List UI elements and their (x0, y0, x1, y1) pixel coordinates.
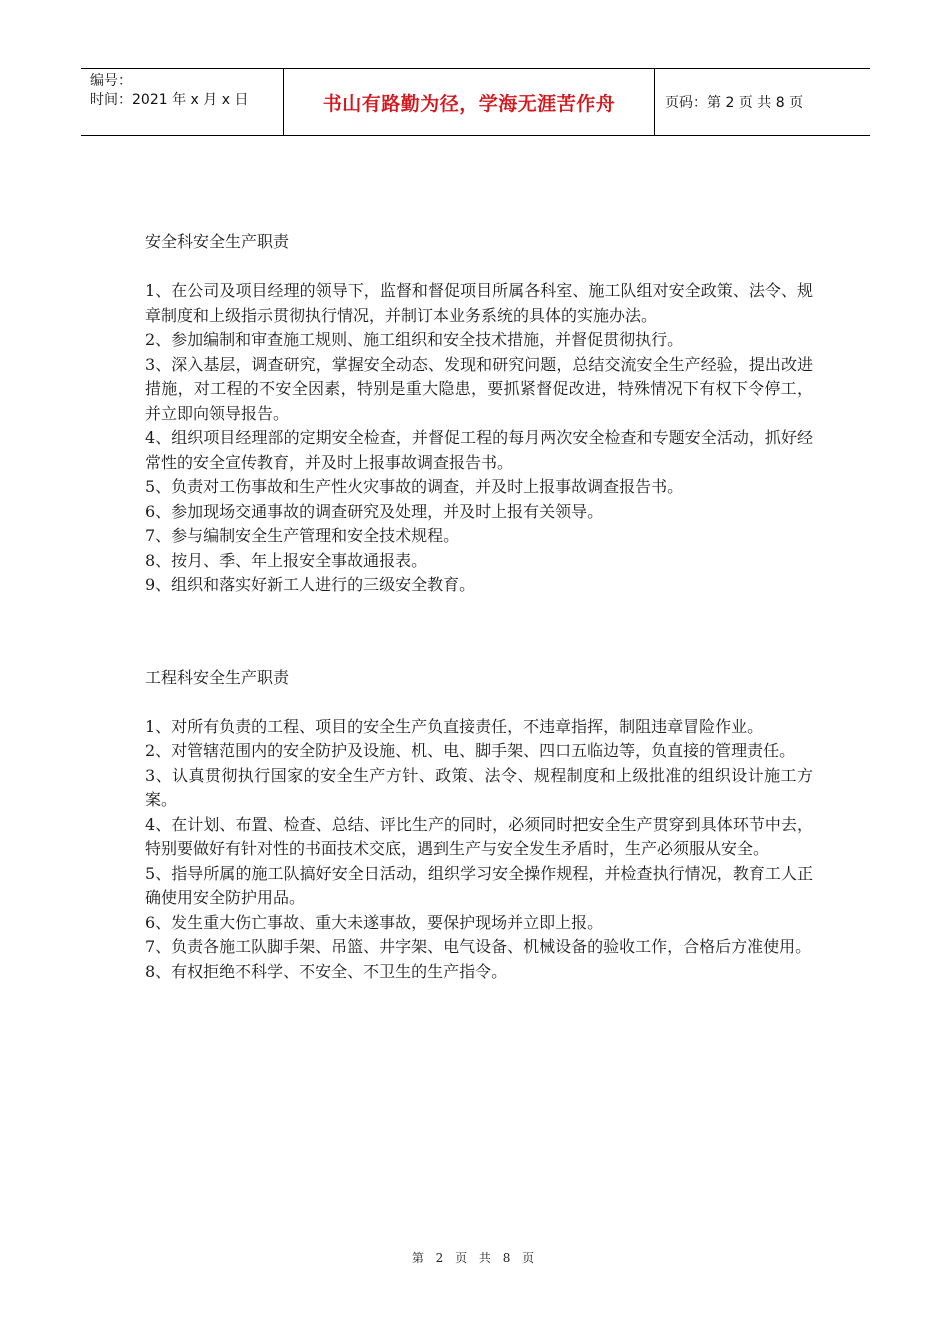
duty-item: 7、参与编制安全生产管理和安全技术规程。 (145, 526, 460, 545)
duty-item: 3、深入基层，调查研究，掌握安全动态、发现和研究问题，总结交流安全生产经验，提出改进措施，对工程的不安全因素，特别是重大隐患，要抓紧督促改进，特殊情况下有权下令停工，并立即向领导报告。 (145, 354, 813, 423)
document-date: 时间：2021 年 x 月 x 日 (90, 92, 249, 108)
section-safety-dept (145, 230, 813, 598)
section-title: 工程科安全生产职责 (145, 667, 290, 687)
duty-item: 9、组织和落实好新工人进行的三级安全教育。 (145, 575, 476, 594)
duty-list (145, 715, 813, 985)
duty-item: 5、负责对工伤事故和生产性火灾事故的调查，并及时上报事故调查报告书。 (145, 477, 684, 496)
document-number-label: 编号： (90, 73, 132, 89)
duty-item: 4、在计划、布置、检查、总结、评比生产的同时，必须同时把安全生产贯穿到具体环节中去，特别要做好有针对性的书面技术交底，遇到生产与安全发生矛盾时，生产必须服从安全。 (145, 814, 813, 858)
duty-item: 8、有权拒绝不科学、不安全、不卫生的生产指令。 (145, 961, 508, 981)
duty-item: 7、负责各施工队脚手架、吊篮、井字架、电气设备、机械设备的验收工作，合格后方准使用。 (145, 937, 812, 956)
page-header (81, 68, 870, 136)
duty-item: 8、按月、季、年上报安全事故通报表。 (145, 550, 428, 570)
duty-item: 2、对管辖范围内的安全防护及设施、机、电、脚手架、四口五临边等，负直接的管理责任。 (145, 741, 796, 760)
duty-item: 4、组织项目经理部的定期安全检查，并督促工程的每月两次安全检查和专题安全活动，抓好经常性的安全宣传教育，并及时上报事故调查报告书。 (145, 428, 813, 472)
duty-item: 6、参加现场交通事故的调查研究及处理，并及时上报有关领导。 (145, 501, 604, 521)
duty-list (145, 279, 813, 598)
duty-item: 5、指导所属的施工队搞好安全日活动，组织学习安全操作规程，并检查执行情况，教育工人正确使用安全防护用品。 (145, 863, 813, 907)
duty-item: 2、参加编制和审查施工规则、施工组织和安全技术措施，并督促贯彻执行。 (145, 330, 684, 349)
header-motto: 书山有路勤为径，学海无涯苦作舟 (284, 69, 655, 135)
header-page-code: 页码：第 2 页 共 8 页 (665, 95, 804, 111)
duty-item: 6、发生重大伤亡事故、重大未遂事故，要保护现场并立即上报。 (145, 912, 604, 932)
duty-item: 3、认真贯彻执行国家的安全生产方针、政策、法令、规程制度和上级批准的组织设计施工方案。 (145, 765, 813, 809)
duty-item: 1、在公司及项目经理的领导下，监督和督促项目所属各科室、施工队组对安全政策、法令、规章制度和上级指示贯彻执行情况，并制订本业务系统的具体的实施办法。 (145, 281, 813, 325)
header-meta (81, 69, 284, 135)
document-body (145, 230, 813, 984)
section-title: 安全科安全生产职责 (145, 232, 290, 251)
section-engineering-dept (145, 666, 813, 985)
page-footer: 第 2 页 共 8 页 (411, 1251, 539, 1265)
duty-item: 1、对所有负责的工程、项目的安全生产负直接责任，不违章指挥，制阻违章冒险作业。 (145, 716, 764, 736)
